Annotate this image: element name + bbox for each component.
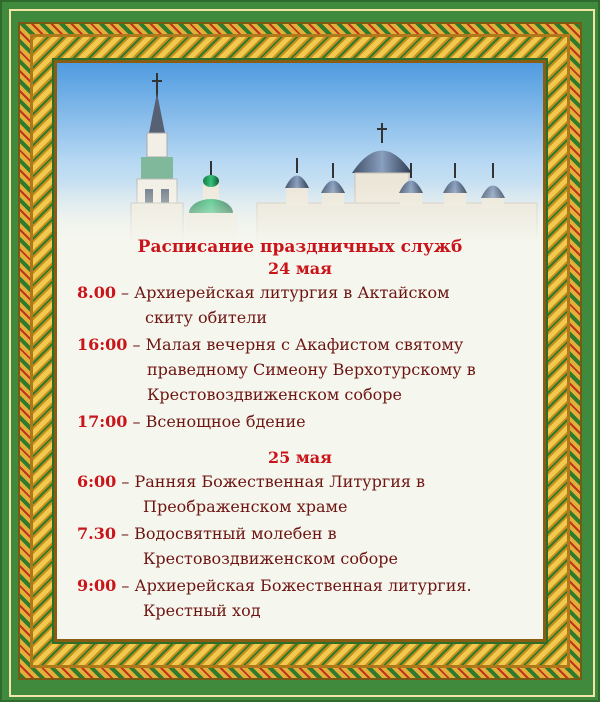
entry-time: 6:00 bbox=[77, 472, 117, 491]
schedule-entry: 9:00 – Архиерейская Божественная литургия. Крестный ход bbox=[57, 573, 543, 623]
schedule-entry: 17:00 – Всенощное бдение bbox=[77, 412, 306, 431]
entry-text: Архиерейская Божественная литургия. bbox=[134, 576, 472, 595]
entry-text: Ранняя Божественная Литургия в bbox=[134, 472, 426, 491]
schedule-text bbox=[57, 233, 543, 623]
schedule-entry: 8.00 – Архиерейская литургия в Актайском скиту обители bbox=[57, 280, 543, 330]
schedule-entry: 7.30 – Водосвятный молебен в Крестовоздвиженском соборе bbox=[57, 521, 543, 571]
entry-text-continued: Крестовоздвиженском соборе bbox=[147, 385, 402, 404]
entry-time: 8.00 bbox=[77, 283, 116, 302]
day-date-2: 25 мая bbox=[268, 448, 332, 467]
entry-text-continued: скиту обители bbox=[145, 308, 268, 327]
schedule-panel bbox=[54, 60, 546, 642]
monastery-photo bbox=[57, 63, 543, 243]
entry-time: 16:00 bbox=[77, 335, 128, 354]
entry-text: Малая вечерня с Акафистом святому bbox=[145, 335, 464, 354]
schedule-entry: 6:00 – Ранняя Божественная Литургия в Преображенском храме bbox=[57, 469, 543, 519]
entry-text: Архиерейская литургия в Актайском bbox=[134, 283, 450, 302]
schedule-title: Расписание праздничных служб bbox=[137, 237, 463, 257]
entry-time: 9:00 bbox=[77, 576, 117, 595]
schedule-entry: 16:00 – Малая вечерня с Акафистом святому праведному Симеону Верхотурскому в Крестовоздвиженском соборе bbox=[57, 332, 543, 407]
entry-time: 7.30 bbox=[77, 524, 116, 543]
entry-text: Всенощное бдение bbox=[145, 412, 306, 431]
entry-time: 17:00 bbox=[77, 412, 128, 431]
entry-text-continued: Крестовоздвиженском соборе bbox=[143, 549, 398, 568]
day-date-1: 24 мая bbox=[268, 259, 332, 278]
entry-text: Водосвятный молебен в bbox=[134, 524, 337, 543]
entry-text-continued: Преображенском храме bbox=[143, 497, 348, 516]
entry-text-continued: праведному Симеону Верхотурскому в bbox=[147, 360, 476, 379]
entry-text-continued: Крестный ход bbox=[143, 601, 261, 620]
